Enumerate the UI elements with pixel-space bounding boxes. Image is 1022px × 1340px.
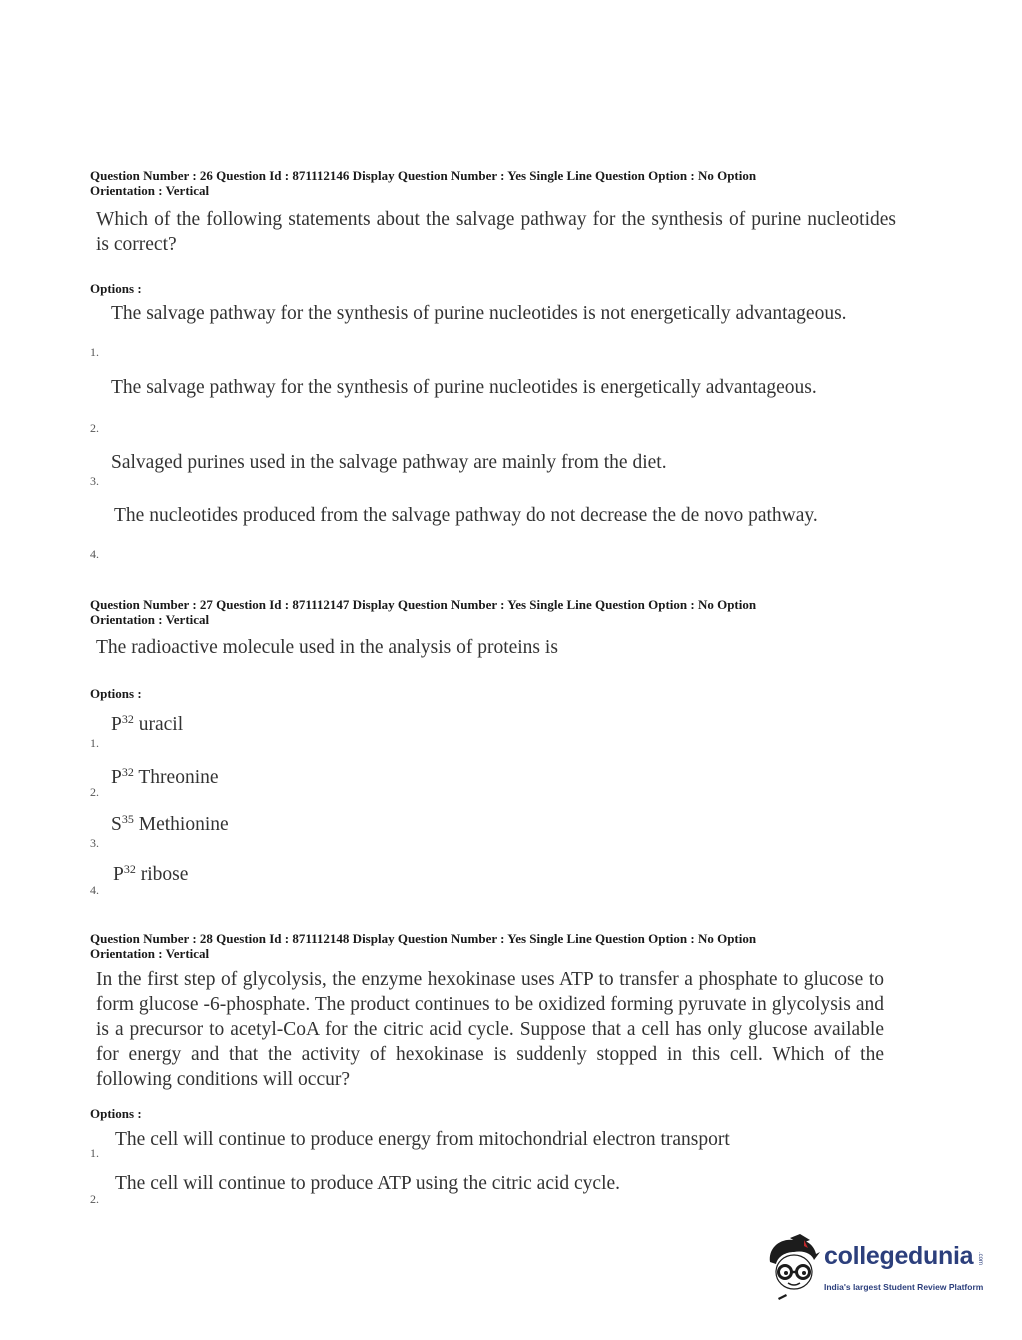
question-meta-line: Question Number : 28 Question Id : 871112148 Display Question Number : Yes Single Line Question Option : No Option xyxy=(90,931,757,946)
isotope-mass: 32 xyxy=(123,862,136,876)
option-text xyxy=(111,812,877,838)
option-text: The salvage pathway for the synthesis of purine nucleotides is energetically advantageous. xyxy=(111,377,817,398)
question-27-stem: The radioactive molecule used in the analysis of proteins is xyxy=(96,637,558,658)
question-28-meta xyxy=(90,931,890,961)
option-number: 2. xyxy=(90,1192,99,1206)
option-text xyxy=(111,712,877,738)
option-number: 4. xyxy=(90,883,99,897)
isotope-mass: 32 xyxy=(121,712,134,726)
question-27-meta xyxy=(90,597,890,627)
question-meta-line: Orientation : Vertical xyxy=(90,183,210,198)
option-number: 2. xyxy=(90,785,99,799)
isotope-mass: 32 xyxy=(121,765,134,779)
option-text: The cell will continue to produce ATP using the citric acid cycle. xyxy=(115,1173,621,1194)
option-text: The nucleotides produced from the salvage pathway do not decrease the de novo pathway. xyxy=(114,505,818,526)
isotope-symbol: S xyxy=(111,814,122,835)
isotope-symbol: P xyxy=(113,864,124,885)
logo-wordmark: collegedunia xyxy=(824,1242,974,1270)
collegedunia-logo xyxy=(764,1232,994,1304)
logo-tagline: India's largest Student Review Platform xyxy=(824,1282,984,1292)
question-26-meta xyxy=(90,168,890,198)
question-meta-line: Orientation : Vertical xyxy=(90,946,210,961)
options-label: Options : xyxy=(90,1106,142,1121)
question-28-stem: In the first step of glycolysis, the enzyme hexokinase uses ATP to transfer a phosphate to glucose to form glucose -6-phosphate. The product continues to be oxidized forming pyruvate in glycolysis and is a precursor to acetyl-CoA for the citric acid cycle. Suppose that a cell has only glucose available for energy and that the activity of hexokinase is suddenly stopped in this cell. Which of the following conditions will occur? xyxy=(96,969,884,1090)
option-number: 3. xyxy=(90,474,99,488)
option-text xyxy=(111,765,877,791)
isotope-mass: 35 xyxy=(121,812,134,826)
question-meta-line: Question Number : 26 Question Id : 871112146 Display Question Number : Yes Single Line Question Option : No Option xyxy=(90,168,757,183)
molecule-name: ribose xyxy=(140,864,189,885)
option-number: 2. xyxy=(90,421,99,435)
option-number: 3. xyxy=(90,836,99,850)
isotope-symbol: P xyxy=(111,714,122,735)
question-meta-line: Orientation : Vertical xyxy=(90,612,210,627)
molecule-name: Threonine xyxy=(138,767,219,788)
options-label: Options : xyxy=(90,281,142,296)
option-text: The salvage pathway for the synthesis of purine nucleotides is not energetically advantageous. xyxy=(111,303,847,324)
molecule-name: Methionine xyxy=(138,814,229,835)
logo-domain-suffix: .com xyxy=(977,1252,983,1266)
question-26-stem: Which of the following statements about the salvage pathway for the synthesis of purine nucleotides is correct? xyxy=(96,209,896,255)
option-number: 1. xyxy=(90,1146,99,1160)
graduate-mascot-icon xyxy=(764,1232,826,1304)
option-text: The cell will continue to produce energy from mitochondrial electron transport xyxy=(115,1129,730,1150)
option-number: 4. xyxy=(90,547,99,561)
option-text: Salvaged purines used in the salvage pathway are mainly from the diet. xyxy=(111,452,667,473)
option-text xyxy=(113,862,879,888)
question-meta-line: Question Number : 27 Question Id : 871112147 Display Question Number : Yes Single Line Question Option : No Option xyxy=(90,597,757,612)
isotope-symbol: P xyxy=(111,767,122,788)
option-number: 1. xyxy=(90,736,99,750)
option-number: 1. xyxy=(90,345,99,359)
options-label: Options : xyxy=(90,686,142,701)
molecule-name: uracil xyxy=(138,714,184,735)
